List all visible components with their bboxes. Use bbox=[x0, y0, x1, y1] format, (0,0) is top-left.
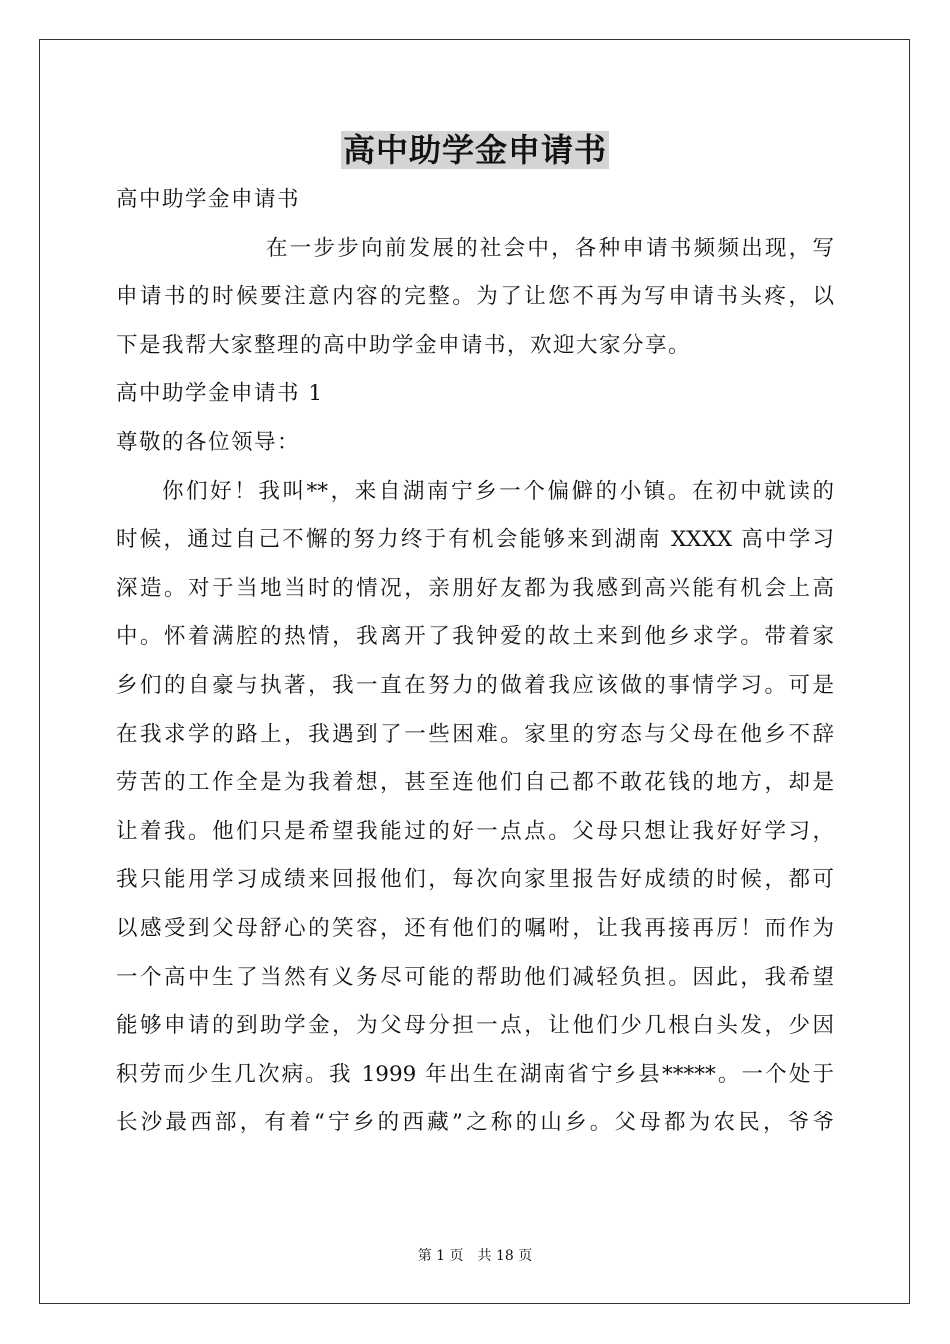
text-line-content: 劳苦的工作全是为我着想，甚至连他们自己都不敢花钱的地方，却是 bbox=[116, 770, 834, 796]
text-line-content: 让着我。他们只是希望我能过的好一点点。父母只想让我好好学习， bbox=[116, 818, 834, 844]
text-line bbox=[116, 273, 834, 322]
text-line-content: 在一步步向前发展的社会中，各种申请书频频出现，写 bbox=[266, 235, 834, 261]
text-line bbox=[116, 905, 834, 954]
text-line bbox=[116, 808, 834, 857]
text-line bbox=[116, 613, 834, 662]
text-line bbox=[116, 468, 834, 517]
text-line bbox=[116, 1002, 834, 1051]
text-line bbox=[116, 662, 834, 711]
document-title-text: 高中助学金申请书 bbox=[342, 131, 607, 169]
text-line bbox=[116, 419, 834, 468]
text-line-content: 能够申请的到助学金，为父母分担一点，让他们少几根白头发，少因 bbox=[116, 1013, 834, 1039]
text-line-content: 申请书的时候要注意内容的完整。为了让您不再为写申请书头疼，以 bbox=[116, 284, 834, 310]
text-line-content: 乡们的自豪与执著，我一直在努力的做着我应该做的事情学习。可是 bbox=[116, 672, 834, 698]
text-line-content: 在我求学的路上，我遇到了一些困难。家里的穷态与父母在他乡不辞 bbox=[116, 721, 834, 747]
text-line-content: 长沙最西部，有着“宁乡的西藏”之称的山乡。父母都为农民，爷爷 bbox=[116, 1110, 834, 1136]
document-body bbox=[116, 176, 834, 1148]
text-line bbox=[116, 516, 834, 565]
text-line-content: 以感受到父母舒心的笑容，还有他们的嘱咐，让我再接再厉！而作为 bbox=[116, 915, 834, 941]
text-line-content: 深造。对于当地当时的情况，亲朋好友都为我感到高兴能有机会上高 bbox=[116, 575, 834, 601]
text-line-content: 我只能用学习成绩来回报他们，每次向家里报告好成绩的时候，都可 bbox=[116, 867, 834, 893]
text-line-content: 你们好！我叫**，来自湖南宁乡一个偏僻的小镇。在初中就读的 bbox=[162, 478, 834, 504]
text-line-content: 下是我帮大家整理的高中助学金申请书，欢迎大家分享。 bbox=[116, 332, 692, 358]
text-line-content: 时候，通过自己不懈的努力终于有机会能够来到湖南 XXXX 高中学习 bbox=[116, 527, 834, 553]
text-line-content: 高中助学金申请书 bbox=[116, 187, 301, 212]
text-line bbox=[116, 176, 834, 225]
text-line bbox=[116, 1051, 834, 1100]
text-line bbox=[116, 565, 834, 614]
text-line-content: 中。怀着满腔的热情，我离开了我钟爱的故土来到他乡求学。带着家 bbox=[116, 624, 834, 650]
text-line bbox=[116, 225, 834, 274]
text-line bbox=[116, 322, 834, 371]
text-line-content: 尊敬的各位领导： bbox=[116, 429, 301, 455]
text-line bbox=[116, 759, 834, 808]
text-line-content: 积劳而少生几次病。我 1999 年出生在湖南省宁乡县*****。一个处于 bbox=[116, 1061, 834, 1087]
text-line bbox=[116, 954, 834, 1003]
text-line bbox=[116, 856, 834, 905]
text-line-content: 一个高中生了当然有义务尽可能的帮助他们减轻负担。因此，我希望 bbox=[116, 964, 834, 990]
document-title bbox=[0, 128, 950, 172]
page-footer: 第 1 页 共 18 页 bbox=[417, 1248, 533, 1264]
text-line-content: 高中助学金申请书 1 bbox=[116, 381, 324, 407]
text-line bbox=[116, 370, 834, 419]
text-line bbox=[116, 711, 834, 760]
text-line bbox=[116, 1099, 834, 1148]
